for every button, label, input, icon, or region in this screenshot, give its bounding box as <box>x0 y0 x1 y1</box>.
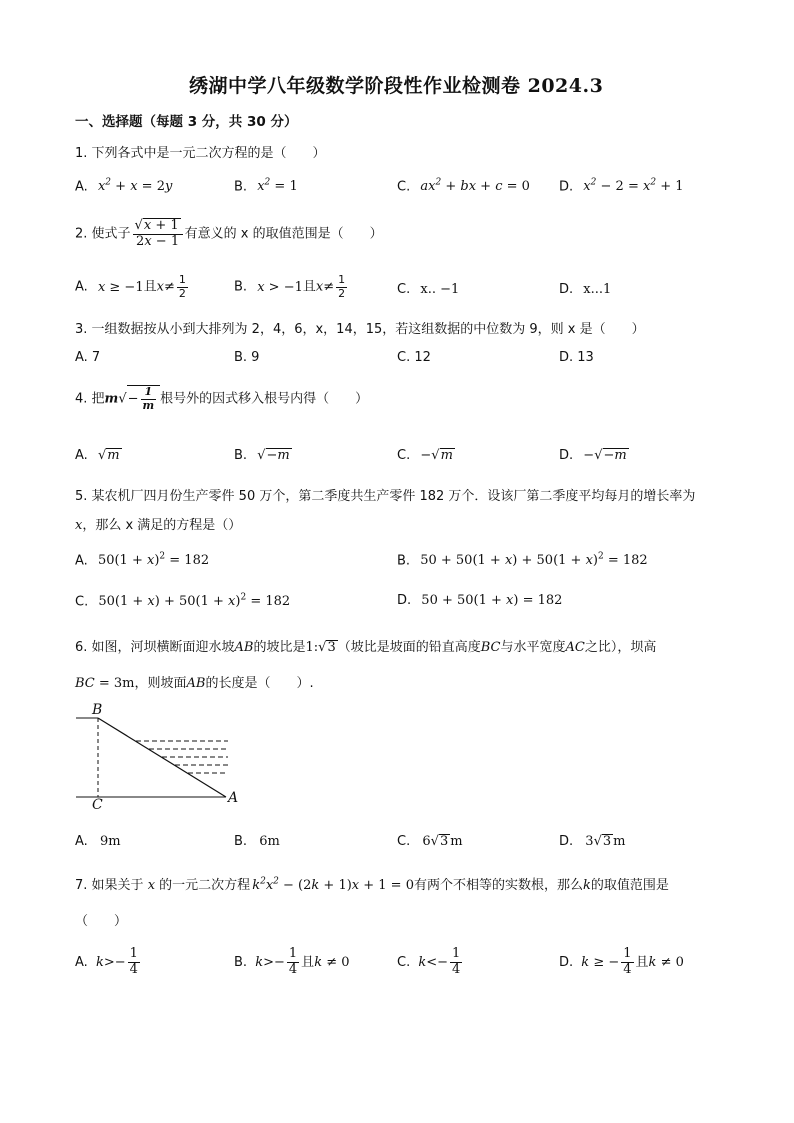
q1-option-c[interactable]: C. $ax^2$ + bx + c = 0 <box>397 178 530 195</box>
q5-option-c[interactable]: C. $50(1 + x) + 50(1 + x)^2 = 182$ <box>75 593 291 610</box>
diagram-label-b: B <box>92 702 103 718</box>
q5-option-a[interactable]: A. $50(1 + x)^2 = 182$ <box>75 552 210 569</box>
q6-option-b[interactable] <box>234 834 280 849</box>
q7-option-a-label: A. <box>75 954 88 970</box>
question-6-line2: BC = 3m，则坡面AB的长度是（ ）. <box>75 676 314 691</box>
q6-l1-end: 之比），坝高 <box>584 640 657 655</box>
page-title: 绣湖中学八年级数学阶段性作业检测卷 2024.3 <box>189 75 604 97</box>
q6-option-c[interactable]: C. 6√3 m <box>397 834 463 849</box>
q6-l2-end: 的长度是（ ）. <box>205 676 314 691</box>
q2-stem-pre: 2. 使式子 <box>75 226 131 242</box>
q6-option-c-label: C. <box>397 834 411 849</box>
q6-d-unit: m <box>613 834 626 849</box>
q2-option-c-label: C. <box>397 282 411 297</box>
q7-option-b[interactable]: B. k>− $\frac{1}{4}$ 且k ≠ 0 <box>234 946 350 977</box>
question-7-line1: 7. 如果关于 x 的一元二次方程 $k^2x^2 - (2k + 1)x + 1 = 0$有两个不相等的实数根，那么k的取值范围是 <box>75 876 669 893</box>
q7-end: 的取值范围是 <box>590 878 669 893</box>
q2-option-c[interactable]: C. x.. −1 <box>397 282 460 297</box>
q6-l1-mid2: 与水平宽度 <box>500 640 566 655</box>
q5-option-a-label: A. <box>75 553 88 569</box>
q2-option-b-label: B. <box>234 279 248 295</box>
q1-option-d-label: D. <box>559 179 574 195</box>
question-3-stem: 3. 一组数据按从小到大排列为 2，4，6，x，14，15，若这组数据的中位数为 9，则 x 是（ ） <box>75 322 645 337</box>
question-1-stem: 1. 下列各式中是一元二次方程的是（ ） <box>75 146 326 161</box>
q7-b-and: 且 <box>301 954 315 970</box>
q6-l1-pre: 6. 如图，河坝横断面迎水坡 <box>75 640 235 655</box>
question-2-stem <box>75 218 383 250</box>
q5-option-b-label: B. <box>397 553 411 569</box>
q7-option-c-label: C. <box>397 954 411 970</box>
q7-option-d[interactable]: D. k ≥ − $\frac{1}{4}$ 且k ≠ 0 <box>559 946 684 977</box>
q5-option-b[interactable]: B. $50 + 50(1 + x) + 50(1 + x)^2 = 182$ <box>397 552 648 569</box>
q6-option-a-value: 9m <box>99 834 121 849</box>
q6-l2-post: ，则坡面 <box>134 676 187 691</box>
q1-option-d[interactable]: D. $x^2 - 2 = x^2 + 1$ <box>559 178 684 195</box>
q2-option-d-label: D. <box>559 282 574 297</box>
q1-option-b[interactable]: B. $x^2 = 1$ <box>234 178 298 195</box>
q1-option-a[interactable]: A. $x^2 + x = 2y$ <box>75 178 173 195</box>
q4-stem-post: 根号外的因式移入根号内得（ ） <box>160 391 369 407</box>
question-7-paren: （ ） <box>75 914 128 929</box>
q2-a-and: 且 <box>143 279 157 295</box>
q7-pre: 7. 如果关于 <box>75 878 144 893</box>
q2-stem-post: 有意义的 x 的取值范围是（ ） <box>184 226 383 242</box>
diagram-label-a: A <box>228 790 239 806</box>
q4-stem-pre: 4. 把 <box>75 391 105 407</box>
q4-option-d-label: D. <box>559 448 574 463</box>
q6-option-a[interactable] <box>75 834 121 849</box>
q6-l1-post: （坡比是坡面的铅直高度 <box>337 640 481 655</box>
q3-option-c[interactable]: C. 12 <box>397 350 431 365</box>
q5-option-d[interactable]: D. 50 + 50(1 + x) = 182 <box>397 593 563 608</box>
q3-option-a[interactable]: A. 7 <box>75 350 101 365</box>
q7-post: 有两个不相等的实数根，那么 <box>413 878 583 893</box>
question-6-line1: 6. 如图，河坝横断面迎水坡AB的坡比是1:√3 （坡比是坡面的铅直高度BC与水平宽度AC之比），坝高 <box>75 640 657 655</box>
q6-option-b-value: 6m <box>259 834 280 849</box>
q1-option-b-label: B. <box>234 179 248 195</box>
q6-option-a-label: A. <box>75 834 88 849</box>
diagram-label-c: C <box>92 797 103 813</box>
q6-option-d-label: D. <box>559 834 574 849</box>
q1-option-c-label: C. <box>397 179 411 195</box>
question-4-stem: 4. 把m√− $\frac{1}{m}$ 根号外的因式移入根号内得（ ） <box>75 385 369 412</box>
q4-option-b-label: B. <box>234 448 248 463</box>
question-5-line2: x，那么 x 满足的方程是（） <box>75 518 242 533</box>
q2-fraction: $\frac{√x + 1}{2x - 1}$ <box>133 218 183 250</box>
q4-option-d[interactable]: D. −√−m <box>559 448 627 463</box>
q7-option-a[interactable]: A. k>− $\frac{1}{4}$ <box>75 946 138 977</box>
q2-option-d[interactable]: D. x...1 <box>559 282 612 297</box>
q7-option-b-label: B. <box>234 954 248 970</box>
q2-option-a[interactable]: A. x ≥ −1且x≠ $\frac{1}{2}$ <box>75 273 186 300</box>
section-heading: 一、选择题（每题 3 分，共 30 分） <box>75 114 298 130</box>
q1-option-a-label: A. <box>75 179 88 195</box>
q6-d-coef: 3 <box>585 834 594 849</box>
q7-option-d-label: D. <box>559 954 574 970</box>
q2-option-b[interactable]: B. x > −1且x≠ $\frac{1}{2}$ <box>234 273 346 300</box>
q7-mid: 的一元二次方程 <box>159 878 251 893</box>
q7-option-c[interactable]: C. k<− $\frac{1}{4}$ <box>397 946 461 977</box>
q5-line2-text: ，那么 x 满足的方程是（） <box>82 518 242 533</box>
q3-option-b[interactable]: B. 9 <box>234 350 260 365</box>
q6-c-coef: 6 <box>422 834 431 849</box>
q4-option-b[interactable]: B. √−m <box>234 448 290 463</box>
q7-d-and: 且 <box>635 954 649 970</box>
q3-option-d[interactable]: D. 13 <box>559 350 594 365</box>
q6-option-b-label: B. <box>234 834 248 849</box>
q4-option-c[interactable]: C. −√m <box>397 448 453 463</box>
q5-option-d-label: D. <box>397 593 412 608</box>
q4-option-a[interactable]: A. √m <box>75 448 120 463</box>
q6-l1-mid: 的坡比是 <box>253 640 306 655</box>
q6-option-d[interactable]: D. 3√3 m <box>559 834 626 849</box>
q4-option-a-label: A. <box>75 448 88 463</box>
q2-option-a-label: A. <box>75 279 88 295</box>
q2-b-and: 且 <box>302 279 316 295</box>
q5-option-c-label: C. <box>75 594 89 610</box>
q4-option-c-label: C. <box>397 448 411 463</box>
q6-c-unit: m <box>450 834 463 849</box>
question-5-line1: 5. 某农机厂四月份生产零件 50 万个，第二季度共生产零件 182 万个．设该厂第二季度平均每月的增长率为 <box>75 489 696 504</box>
